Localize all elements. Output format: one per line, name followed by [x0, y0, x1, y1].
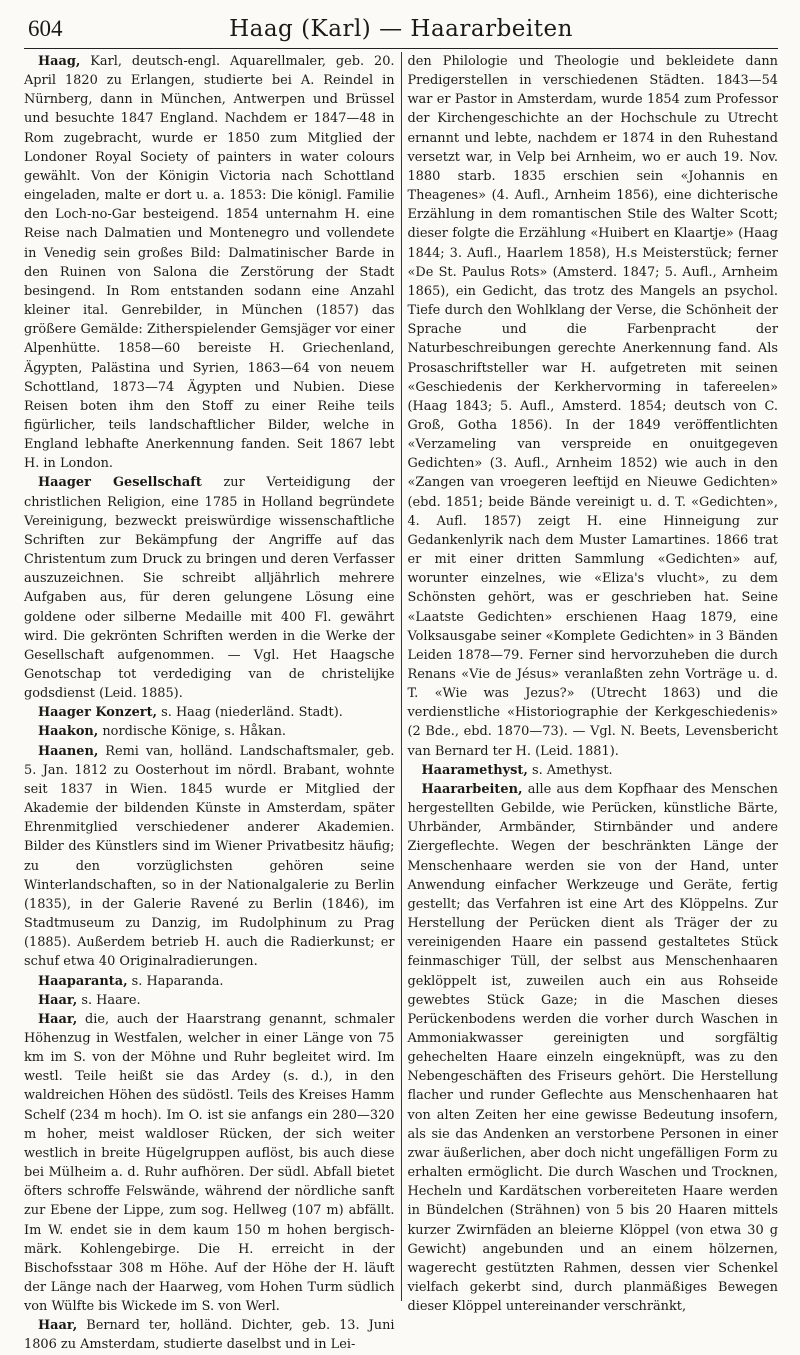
- dictionary-entry: [407, 52, 778, 761]
- dictionary-entry: [24, 722, 395, 741]
- entry-text: s. Haag (niederländ. Stadt).: [157, 705, 343, 721]
- entry-headword: Haar,: [38, 992, 78, 1008]
- dictionary-entry: [407, 761, 778, 780]
- entry-text: Remi van, holländ. Landschaftsmaler, geb. 5. Jan. 1812 zu Oosterhout im nördl. Brabant, wohnte seit 1837 in Wien. 1845 wurde er Mitglied der Akademie der bildenden Künste in Amsterdam, später Ehrenmitglied verschiedener anderer Akademien. Bilder des Künstlers sind im Wiener Privatbesitz häufig; zu den vorzüglichsten gehören seine Winterlandschaften, so in der Nationalgalerie zu Berlin (1835), in der Galerie Ravené zu Berlin (1846), im Stadtmuseum zu Danzig, im Rudolphinum zu Prag (1885). Außerdem betrieb H. auch die Radierkunst; er schuf etwa 40 Originalradierungen.: [24, 743, 395, 970]
- entry-text: den Philologie und Theologie und bekleidete dann Predigerstellen in verschiedenen Städten. 1843—54 war er Pastor in Amsterdam, wurde 1854 zum Professor der Kirchengeschichte an der Hochschule zu Utrecht ernannt und lebte, nachdem er 1874 in den Ruhestand versetzt war, in Velp bei Arnheim, wo er auch 19. Nov. 1880 starb. 1835 erschien sein «Johannis en Theagenes» (4. Aufl., Arnheim 1856), eine dichterische Erzählung in dem romantischen Stile des Walter Scott; dieser folgte die Erzählung «Huibert en Klaartje» (Haag 1844; 3. Aufl., Haarlem 1858), H.s Meisterstück; ferner «De St. Paulus Rots» (Amsterd. 1847; 5. Aufl., Arnheim 1865), ein Gedicht, das trotz des Mangels an psychol. Tiefe durch den Wohlklang der Verse, die Schönheit der Sprache und die Farbenpracht der Naturbeschreibungen gerechte Anerkennung fand. Als Prosaschriftsteller war H. aufgetreten mit seinen «Geschiedenis der Kerkhervorming in tafereelen» (Haag 1843; 5. Aufl., Amsterd. 1854; deutsch von C. Groß, Gotha 1856). In der 1849 veröffentlichten «Verzameling van verspreide en onuitgegeven Gedichten» (3. Aufl., Arnheim 1852) wie auch in den «Zangen van vroegeren leeftijd en Nieuwe Gedichten» (ebd. 1851; beide Bände vereinigt u. d. T. «Gedichten», 4. Aufl. 1857) zeigt H. eine Hinneigung zur Gedankenlyrik nach dem Muster Lamartines. 1866 trat er mit einer dritten Sammlung «Gedichten» auf, worunter einzelnes, wie «Eliza's vlucht», zu dem Schönsten gehört, was er geschrieben hat. Seine «Laatste Gedichten» erschienen Haag 1879, eine Volksausgabe seiner «Komplete Gedichten» in 3 Bänden Leiden 1878—79. Ferner sind hervorzuheben die durch Renans «Vie de Jésus» veranlaßten zehn Vorträge u. d. T. «Wie was Jezus?» (Utrecht 1863) und die verdienstliche «Historiographie der Kerkgeschiedenis» (2 Bde., ebd. 1870—73). — Vgl. N. Beets, Levensbericht van Bernard ter H. (Leid. 1881).: [407, 54, 778, 759]
- entry-headword: Haanen,: [38, 743, 99, 759]
- dictionary-entry: [24, 1010, 395, 1317]
- dictionary-entry: [24, 52, 395, 473]
- entry-headword: Haaparanta,: [38, 973, 128, 989]
- entry-headword: Haar,: [38, 1318, 78, 1334]
- entry-headword: Haaramethyst,: [421, 762, 528, 778]
- running-title: Haag (Karl) — Haararbeiten: [229, 16, 573, 42]
- dictionary-entry: [24, 473, 395, 703]
- entry-text: s. Haparanda.: [127, 973, 224, 989]
- entry-text: Karl, deutsch-engl. Aquarellmaler, geb. 20. April 1820 zu Erlangen, studierte bei A. Reindel in Nürnberg, dann in München, Antwerpen und Brüssel und besuchte 1847 England. Nachdem er 1847—48 in Rom zugebracht, wurde er 1850 zum Mitglied der Londoner Royal Society of painters in water colours gewählt. Von der Königin Victoria nach Schottland eingeladen, malte er dort u. a. 1853: Die königl. Familie den Loch-no-Gar besteigend. 1854 unternahm H. eine Reise nach Dalmatien und Montenegro und vollendete in Venedig sein großes Bild: Dalmatinischer Barde in den Ruinen von Salona die Zerstörung der Stadt besingend. In Rom entstanden sodann eine Anzahl kleiner ital. Genrebilder, in München (1857) das größere Gemälde: Zitherspielender Gemsjäger vor einer Alpenhütte. 1858—60 bereiste H. Griechenland, Ägypten, Palästina und Syrien, 1863—64 von neuem Schottland, 1873—74 Ägypten und Nubien. Diese Reisen boten ihm den Stoff zu einer Reihe teils figürlicher, teils landschaftlicher Bilder, welche in England lebhafte Anerkennung fanden. Seit 1867 lebt H. in London.: [24, 54, 395, 472]
- entry-headword: Haager Konzert,: [38, 705, 158, 721]
- entry-headword: Haager Gesellschaft: [38, 475, 202, 491]
- entry-headword: Haar,: [38, 1011, 78, 1027]
- dictionary-entry: [407, 780, 778, 1316]
- text-columns: [24, 52, 778, 1353]
- entry-text: Bernard ter, holländ. Dichter, geb. 13. Juni 1806 zu Amsterdam, studierte daselbst und in Lei-: [24, 1318, 395, 1353]
- dictionary-entry: [24, 742, 395, 972]
- entry-text: s. Haare.: [77, 992, 141, 1008]
- entry-text: s. Amethyst.: [527, 762, 613, 778]
- column-divider: [401, 52, 402, 1301]
- dictionary-entry: [24, 703, 395, 722]
- dictionary-entry: [24, 1316, 395, 1354]
- entry-headword: Haararbeiten,: [421, 781, 523, 797]
- entry-text: nordische Könige, s. Håkan.: [98, 724, 287, 740]
- dictionary-entry: [24, 991, 395, 1010]
- dictionary-entry: [24, 972, 395, 991]
- right-column: [407, 52, 778, 1315]
- entry-text: zur Verteidigung der christlichen Religion, eine 1785 in Holland begründete Vereinigung, bezweckt preiswürdige wissenschaftliche Schriften zur Bekämpfung der Angriffe auf das Christentum zum Druck zu bringen und deren Verfasser auszuzeichnen. Sie schreibt alljährlich mehrere Aufgaben aus, für deren gelungene Lösung eine goldene oder silberne Medaille mit 400 Fl. gewährt wird. Die gekrönten Schriften werden in die Werke der Gesellschaft aufgenommen. — Vgl. Het Haagsche Genotschap tot verdediging van de christelijke godsdienst (Leid. 1885).: [24, 475, 395, 702]
- left-column: [24, 52, 395, 1353]
- entry-text: alle aus dem Kopfhaar des Menschen hergestellten Gebilde, wie Perücken, künstliche Bärte, Uhrbänder, Armbänder, Stirnbänder und andere Ziergeflechte. Wegen der beschränkten Länge der Menschenhaare werden sie von der Hand, unter Anwendung einfacher Werkzeuge und Geräte, fertig gestellt; das Verfahren ist eine Art des Klöppelns. Zur Herstellung der Perücken dient als Träger der zu vereinigenden Haare ein passend gestaltetes Stück feinmaschiger Tüll, der selbst aus Menschenhaaren geklöppelt ist, zuweilen auch ein aus Rohseide gewebtes Stück Gaze; in die Maschen dieses Perückenbodens werden die vorher durch Waschen in Ammoniakwasser gereinigten und sorgfältig gehechelten Haare einzeln eingeknüpft, was zu den Nebengeschäften des Friseurs gehört. Die Herstellung flacher und runder Geflechte aus Menschenhaaren hat von alten Zeiten her eine gewisse Bedeutung insofern, als sie das Andenken an verstorbene Personen in einer zwar äußerlichen, aber doch nicht ungefälligen Form zu erhalten ermöglicht. Die durch Waschen und Trocknen, Hecheln und Kardätschen vorbereiteten Haare werden in Bündelchen (Strähnen) von 5 bis 20 Haaren mittels kurzer Zwirnfäden an bleierne Klöppel (von etwa 30 g Gewicht) angebunden und an einem hölzernen, wagerecht gestützten Rahmen, dessen vier Schenkel vielfach gekerbt sind, durch planmäßiges Bewegen dieser Klöppel untereinander verschränkt,: [407, 781, 778, 1315]
- entry-headword: Haag,: [38, 54, 81, 69]
- page-header: [24, 12, 778, 49]
- entry-headword: Haakon,: [38, 724, 99, 740]
- page-number: 604: [28, 16, 63, 41]
- entry-text: die, auch der Haarstrang genannt, schmaler Höhenzug in Westfalen, welcher in einer Länge von 75 km im S. von der Möhne und Ruhr begleitet wird. Im westl. Teile heißt sie das Ardey (s. d.), in den waldreichen Höhen des südöstl. Teils des Kreises Hamm Schelf (234 m hoch). Im O. ist sie anfangs ein 280—320 m hoher, meist waldloser Rücken, der sich weiter westlich in breite Hügelgruppen auflöst, bis auch diese bei Mülheim a. d. Ruhr aufhören. Der südl. Abfall bietet öfters schroffe Felswände, während der nördliche sanft zur Ebene der Lippe, zum sog. Hellweg (107 m) abfällt. Im W. endet sie in dem kaum 150 m hohen bergisch-märk. Kohlengebirge. Die H. erreicht in der Bischofsstaar 308 m Höhe. Auf der Höhe der H. läuft der Länge nach der Haarweg, vom Hohen Turm südlich von Wülfte bis Wickede im S. von Werl.: [24, 1011, 395, 1315]
